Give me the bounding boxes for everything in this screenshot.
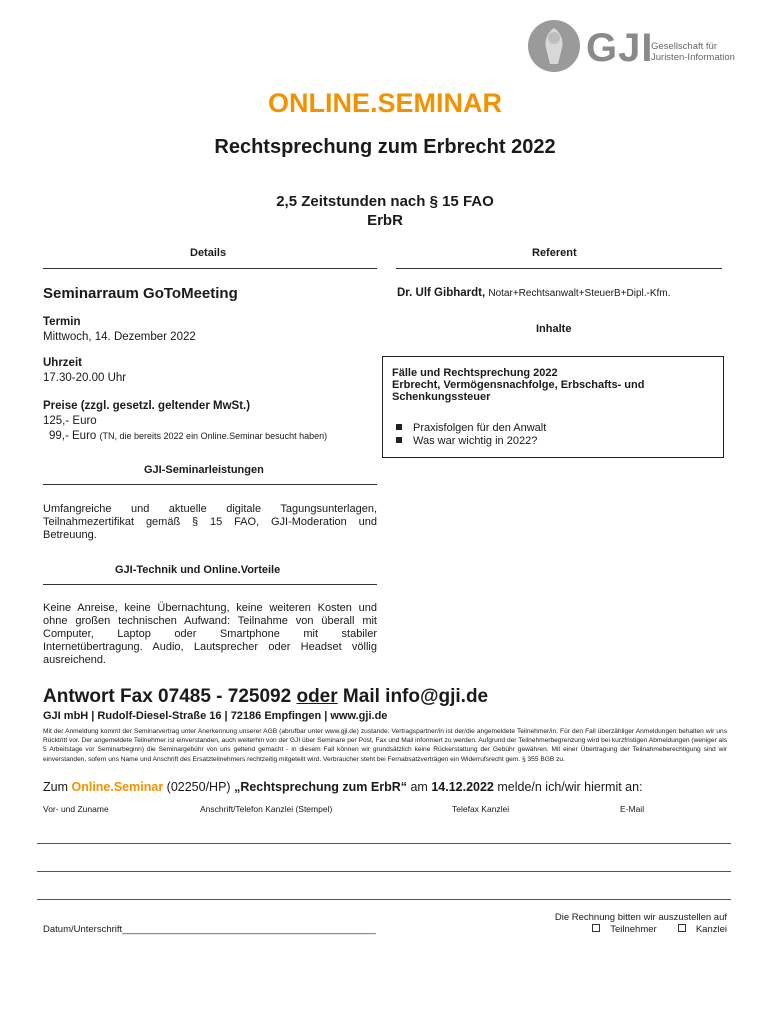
leistungen-divider <box>43 484 377 485</box>
col-fax-label: Telefax Kanzlei <box>452 804 510 814</box>
form-entry-line[interactable] <box>37 843 731 844</box>
terms-fine-print: Mit der Anmeldung kommt der Seminarvertrag unter Anerkennung unserer AGB (abrufbar unter www.gji.de) zustande. Vertragspartner/in ist der/die angemeldete Teilnehmer/in. Für den Fall überzähliger Anmeldungen behalten wir uns Rücktritt vor. Der angemeldete Teilnehmer ist einverstanden, auch weiterhin von der GJI über Seminare per Post, Fax und Mail informiert zu werden. Aufgrund der Teilnehmerbegrenzung wird bei kurzfristigen Abmeldungen (weniger als 5 Arbeitstage vor Seminarbeginn) die Seminargebühr von uns geltend gemacht - in diesem Fall können wir grundsätzlich keine Rückerstattung der Gebühr gewähren. Mit einer Übertragung der Teilnahmeberechtigung sind wir einverstanden, sofern uns Name und Anschrift des Ersatzteilnehmers rechtzeitig mitgeteilt wird. Verbraucher steht bei Fernabsatzverträgen ein Widerrufsrecht gem. § 355 BGB zu. <box>43 728 727 763</box>
form-entry-line[interactable] <box>37 871 731 872</box>
termin-value: Mittwoch, 14. Dezember 2022 <box>43 331 196 343</box>
checkbox-kanzlei[interactable] <box>678 924 686 932</box>
signature-line[interactable]: Datum/Unterschrift________________________________________________ <box>43 924 376 935</box>
registration-statement: Zum Online.Seminar (02250/HP) „Rechtsprechung zum ErbR“ am 14.12.2022 melde/n ich/wir hiermit an: <box>43 780 643 794</box>
details-divider <box>43 268 377 269</box>
col-address-label: Anschrift/Telefon Kanzlei (Stempel) <box>200 804 333 814</box>
col-name-label: Vor- und Zuname <box>43 804 109 814</box>
leistungen-text: Umfangreiche und aktuelle digitale Tagungsunterlagen, Teilnahmezertifikat gemäß § 15 FAO, GJI-Moderation und Betreuung. <box>43 503 377 541</box>
form-entry-line[interactable] <box>37 899 731 900</box>
antwort-heading: Antwort Fax 07485 - 725092 oder Mail info@gji.de <box>43 686 489 707</box>
gji-logo-wordmark: GJI <box>586 26 654 70</box>
checkbox-teilnehmer[interactable] <box>592 924 600 932</box>
leistungen-heading: GJI-Seminarleistungen <box>144 464 264 476</box>
gji-logo-emblem <box>528 20 580 72</box>
invoice-label: Die Rechnung bitten wir auszustellen auf <box>554 912 727 923</box>
termin-label: Termin <box>43 316 81 328</box>
technik-heading: GJI-Technik und Online.Vorteile <box>115 564 281 576</box>
uhrzeit-label: Uhrzeit <box>43 357 82 369</box>
option-teilnehmer-label: Teilnehmer <box>610 924 657 935</box>
technik-divider <box>43 584 377 585</box>
referent-heading: Referent <box>532 247 577 259</box>
inhalte-bullet: Praxisfolgen für den Anwalt <box>396 422 546 434</box>
referent-info: Dr. Ulf Gibhardt, Notar+Rechtsanwalt+SteuerB+Dipl.-Kfm. <box>397 287 671 299</box>
inhalte-box <box>382 356 724 458</box>
hours-info: 2,5 Zeitstunden nach § 15 FAO ErbR <box>276 193 494 229</box>
inhalte-bullet: Was war wichtig in 2022? <box>396 435 537 447</box>
invoice-options <box>555 912 727 936</box>
col-email-label: E-Mail <box>620 804 645 814</box>
inhalte-box-title: Fälle und Rechtsprechung 2022 Erbrecht, Vermögensnachfolge, Erbschafts- und Schenkungssteuer <box>392 367 645 403</box>
details-heading: Details <box>190 247 227 259</box>
price-standard: 125,- Euro <box>43 415 97 427</box>
inhalte-heading: Inhalte <box>536 323 572 335</box>
price-reduced: 99,- Euro (TN, die bereits 2022 ein Online.Seminar besucht haben) <box>49 430 328 442</box>
referent-divider <box>396 268 722 269</box>
seminar-room: Seminarraum GoToMeeting <box>43 285 238 302</box>
technik-text: Keine Anreise, keine Übernachtung, keine weiteren Kosten und ohne großen technischen Aufwand: Teilnahme von überall mit Computer, Laptop oder Smartphone mit stabiler Internetübertragung. Audio, Lautsprecher oder Headset völlig ausreichend. <box>43 602 377 666</box>
gji-logo-tagline: Gesellschaft für Juristen-Information <box>651 41 735 63</box>
uhrzeit-value: 17.30-20.00 Uhr <box>43 372 127 384</box>
option-kanzlei-label: Kanzlei <box>695 924 727 935</box>
preise-label: Preise (zzgl. gesetzl. geltender MwSt.) <box>43 400 251 412</box>
page-title: ONLINE.SEMINAR <box>267 88 502 118</box>
seminar-subtitle: Rechtsprechung zum Erbrecht 2022 <box>214 136 556 158</box>
company-address: GJI mbH | Rudolf-Diesel-Straße 16 | 72186 Empfingen | www.gji.de <box>43 710 388 722</box>
